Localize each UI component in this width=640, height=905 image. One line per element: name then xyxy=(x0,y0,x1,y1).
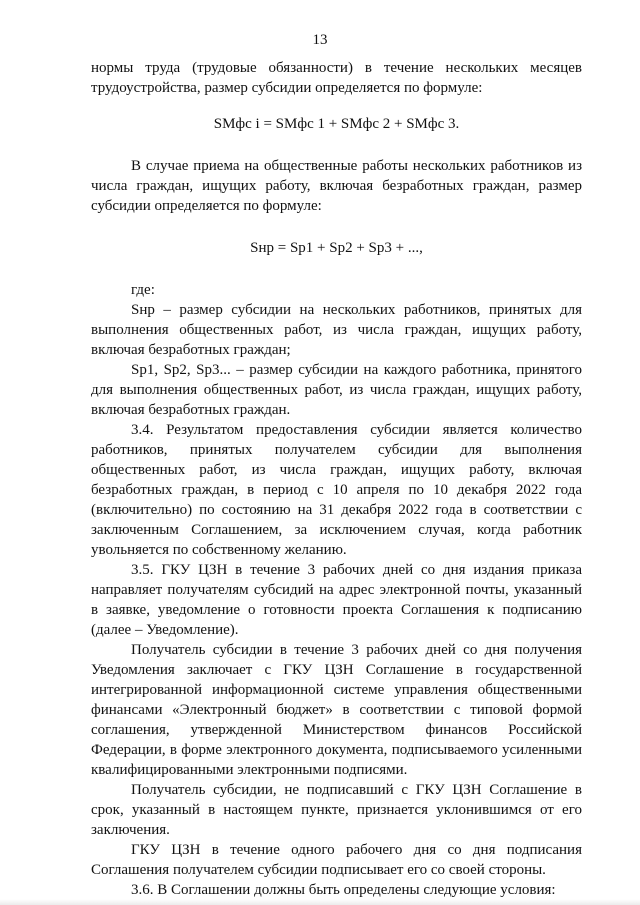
paragraph-intro: нормы труда (трудовые обязанности) в течение нескольких месяцев трудоустройства, размер субсидии определяется по формуле: xyxy=(91,60,582,96)
paragraph-recipient-signs: Получатель субсидии в течение 3 рабочих дней со дня получения Уведомления заключает с ГКУ ЦЗН Соглашение в государственной интегрированной информационной системе управления общественными финансами «Электронный бюджет» в соответствии с типовой формой соглашения, утвержденной Министерством финансов Российской Федерации, в форме электронного документа, подписываемого усиленными квалифицированными электронными подписями. xyxy=(91,642,582,778)
paragraph-several-workers: В случае приема на общественные работы нескольких работников из числа граждан, ищущих работу, включая безработных граждан, размер субсидии определяется по формуле: xyxy=(91,158,582,214)
definition-snr: Sнр – размер субсидии на нескольких работников, принятых для выполнения общественных работ, из числа граждан, ищущих работу, включая безработных граждан; xyxy=(91,302,582,358)
where-label: где: xyxy=(131,282,155,298)
page-number: 13 xyxy=(312,32,328,48)
scan-edge xyxy=(0,899,640,905)
clause-3-6: 3.6. В Соглашении должны быть определены следующие условия: xyxy=(131,882,556,898)
formula-snr: Sнр = Sp1 + Sp2 + Sp3 + ..., xyxy=(250,240,423,256)
formula-smfs: SMфс i = SMфс 1 + SMфс 2 + SMфс 3. xyxy=(213,116,460,132)
clause-3-5: 3.5. ГКУ ЦЗН в течение 3 рабочих дней со дня издания приказа направляет получателям субсидий на адрес электронной почты, указанный в заявке, уведомление о готовности проекта Соглашения к подписанию (далее – Уведомление). xyxy=(91,562,582,638)
paragraph-gku-signs: ГКУ ЦЗН в течение одного рабочего дня со дня подписания Соглашения получателем субсидии подписывает его со своей стороны. xyxy=(91,842,582,878)
paragraph-not-signed: Получатель субсидии, не подписавший с ГКУ ЦЗН Соглашение в срок, указанный в настоящем пункте, признается уклонившимся от его заключения. xyxy=(91,782,582,838)
clause-3-4: 3.4. Результатом предоставления субсидии является количество работников, принятых получателем субсидии для выполнения общественных работ, из числа граждан, ищущих работу, включая безработных граждан, в период с 10 апреля по 10 декабря 2022 года (включительно) по состоянию на 31 декабря 2022 года в соответствии с заключенным Соглашением, за исключением случая, когда работник увольняется по собственному желанию. xyxy=(91,422,582,558)
definition-sp: Sp1, Sp2, Sp3... – размер субсидии на каждого работника, принятого для выполнения общественных работ, из числа граждан, ищущих работу, включая безработных граждан. xyxy=(91,362,582,418)
document-body xyxy=(91,58,582,900)
